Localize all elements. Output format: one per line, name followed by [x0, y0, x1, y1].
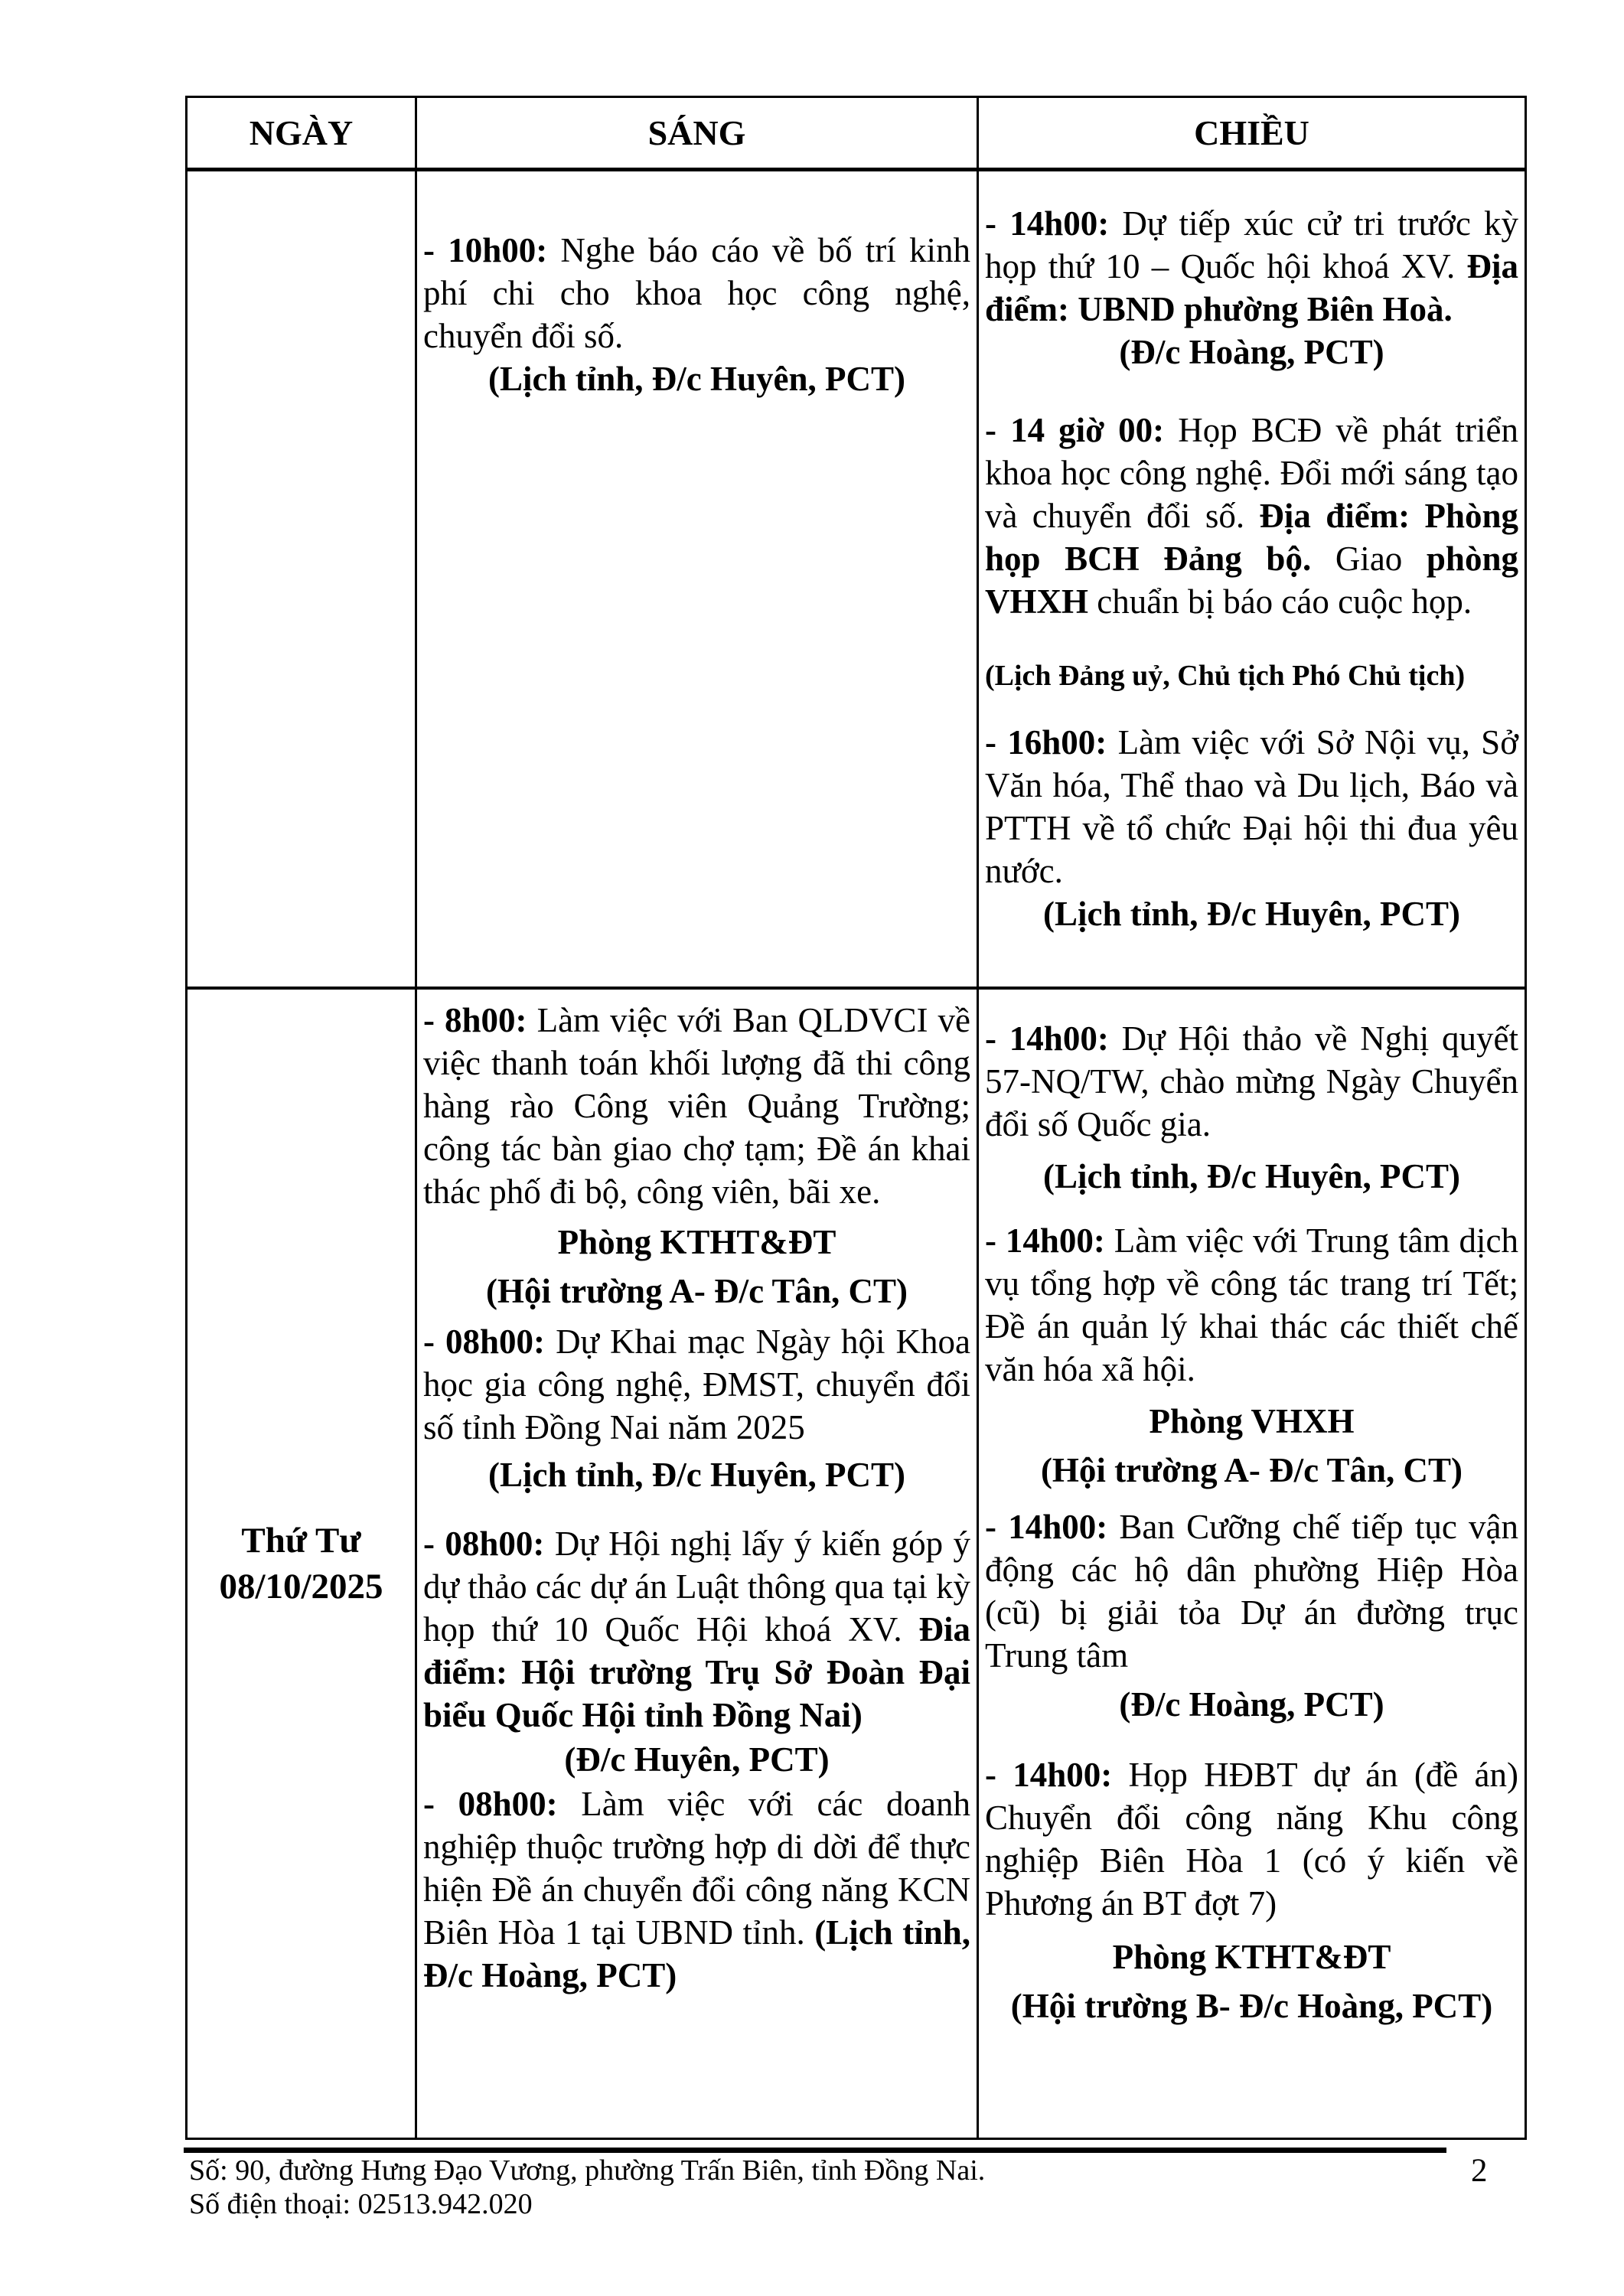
schedule-entry [423, 229, 970, 357]
entry-text: Họp BCĐ về phát triển khoa học công nghệ. Đổi mới sáng tạo và chuyển đổi số. [985, 411, 1519, 535]
entry-room: Phòng VHXH [1149, 1402, 1355, 1440]
footer-divider [184, 2148, 1446, 2153]
assignee-note: (Lịch tỉnh, Đ/c Hoàng, PCT) [423, 1913, 970, 1994]
entry-text: Dự Hội nghị lấy ý kiến góp ý dự thảo các dự án Luật thông qua tại kỳ họp thứ 10 Quốc Hội khoá XV. [423, 1525, 970, 1649]
schedule-entry [985, 409, 1518, 623]
entry-text: Làm việc với các doanh nghiệp thuộc trường hợp di dời để thực hiện Đề án chuyển đổi công năng KCN Biên Hòa 1 tại UBND tỉnh. [423, 1785, 971, 1952]
entry-time: - 08h00: [423, 1525, 545, 1563]
schedule-entry [423, 1522, 970, 1737]
entry-text: Giao [1311, 540, 1427, 578]
entry-text: Làm việc với Trung tâm dịch vụ tổng hợp về công tác trang trí Tết; Đề án quản lý khai thác các thiết chế văn hóa xã hội. [985, 1221, 1518, 1388]
assignee-note: (Hội trường B- Đ/c Hoàng, PCT) [1010, 1987, 1493, 2025]
entry-time: - 10h00: [423, 231, 548, 269]
col-header-afternoon-label: CHIỀU [1194, 113, 1309, 152]
footer-address: Số: 90, đường Hưng Đạo Vương, phường Trấn Biên, tỉnh Đồng Nai. [189, 2154, 986, 2187]
schedule-table [185, 96, 1527, 2140]
col-header-morning [417, 98, 979, 171]
col-header-day-label: NGÀY [249, 113, 354, 152]
morning-cell-row2 [417, 990, 979, 2138]
entry-text: Ban Cưỡng chế tiếp tục vận động các hộ dân phường Hiệp Hòa (cũ) bị giải tỏa Dự án đường trục Trung tâm [985, 1508, 1518, 1675]
page-number: 2 [1471, 2153, 1488, 2189]
schedule-entry [423, 999, 970, 1213]
entry-time: - 08h00: [423, 1785, 558, 1823]
morning-cell-row1 [417, 171, 979, 990]
afternoon-cell-row1 [979, 171, 1525, 990]
entry-time: - 14h00: [985, 1756, 1113, 1794]
entry-time: - 14h00: [985, 1508, 1108, 1546]
schedule-entry [985, 1505, 1518, 1677]
assignee-note: (Lịch tỉnh, Đ/c Huyên, PCT) [1042, 1157, 1461, 1195]
assignee-note: (Hội trường A- Đ/c Tân, CT) [485, 1272, 908, 1310]
day-name: Thứ Tư [241, 1521, 361, 1561]
entry-location: Đia điểm: Hội trường Trụ Sở Đoàn Đại biểu Quốc Hội tỉnh Đồng Nai) [423, 1610, 970, 1734]
assignee-note: (Đ/c Hoàng, PCT) [1119, 333, 1384, 371]
entry-time: - 16h00: [985, 723, 1107, 762]
col-header-morning-label: SÁNG [647, 113, 746, 152]
entry-room: Phòng KTHT&ĐT [557, 1223, 836, 1261]
assignee-note: (Lịch Đảng uỷ, Chủ tịch Phó Chủ tịch) [985, 660, 1466, 692]
entry-location: Địa điểm: UBND phường Biên Hoà. [985, 247, 1518, 328]
assignee-note: (Đ/c Huyên, PCT) [564, 1740, 830, 1779]
schedule-entry [985, 721, 1518, 892]
entry-text: Làm việc với Ban QLDVCI về việc thanh toán khối lượng đã thi công hàng rào Công viên Quảng Trường; công tác bàn giao chợ tạm; Đề án khai thác phố đi bộ, công viên, bãi xe. [423, 1001, 970, 1211]
entry-text: Làm việc với Sở Nội vụ, Sở Văn hóa, Thể thao và Du lịch, Báo và PTTH về tổ chức Đại hội thi đua yêu nước. [985, 723, 1518, 890]
assignee-note: (Lịch tỉnh, Đ/c Huyên, PCT) [488, 360, 906, 398]
day-cell [188, 990, 417, 2138]
entry-time: - 8h00: [423, 1001, 527, 1039]
footer-phone: Số điện thoại: 02513.942.020 [189, 2188, 533, 2220]
col-header-afternoon [979, 98, 1525, 171]
entry-org: phòng VHXH [985, 540, 1518, 621]
assignee-note: (Đ/c Hoàng, PCT) [1119, 1685, 1384, 1724]
entry-text: Dự Khai mạc Ngày hội Khoa học gia công nghệ, ĐMST, chuyển đổi số tỉnh Đồng Nai năm 2025 [423, 1322, 970, 1446]
schedule-entry [985, 1017, 1518, 1146]
col-header-day [188, 98, 417, 171]
entry-text: Nghe báo cáo về bố trí kinh phí chi cho khoa học công nghệ, chuyển đổi số. [423, 231, 970, 355]
entry-text: Họp HĐBT dự án (đề án) Chuyển đổi công năng Khu công nghiệp Biên Hòa 1 (có ý kiến về Phương án BT đợt 7) [985, 1756, 1518, 1923]
entry-time: - 14h00: [985, 204, 1110, 243]
schedule-entry [423, 1782, 970, 1997]
entry-time: - 14 giờ 00: [985, 411, 1165, 449]
afternoon-cell-row2 [979, 990, 1525, 2138]
entry-time: - 08h00: [423, 1322, 546, 1361]
entry-text: Dự Hội thảo về Nghị quyết 57-NQ/TW, chào mừng Ngày Chuyển đổi số Quốc gia. [985, 1019, 1518, 1143]
entry-time: - 14h00: [985, 1019, 1109, 1058]
schedule-entry [985, 1219, 1518, 1391]
assignee-note: (Lịch tỉnh, Đ/c Huyên, PCT) [488, 1456, 906, 1494]
day-date: 08/10/2025 [219, 1567, 383, 1606]
entry-time: - 14h00: [985, 1221, 1105, 1260]
schedule-entry [423, 1320, 970, 1449]
schedule-entry [985, 1753, 1518, 1925]
assignee-note: (Hội trường A- Đ/c Tân, CT) [1040, 1451, 1463, 1489]
entry-text: chuẩn bị báo cáo cuộc họp. [1088, 582, 1472, 621]
day-cell-empty [188, 171, 417, 990]
entry-location: Địa điểm: Phòng họp BCH Đảng bộ. [985, 497, 1519, 578]
entry-room: Phòng KTHT&ĐT [1112, 1938, 1391, 1976]
assignee-note: (Lịch tỉnh, Đ/c Huyên, PCT) [1042, 895, 1461, 933]
entry-text: Dự tiếp xúc cử tri trước kỳ họp thứ 10 – Quốc hội khoá XV. [985, 204, 1519, 285]
schedule-entry [985, 202, 1518, 331]
